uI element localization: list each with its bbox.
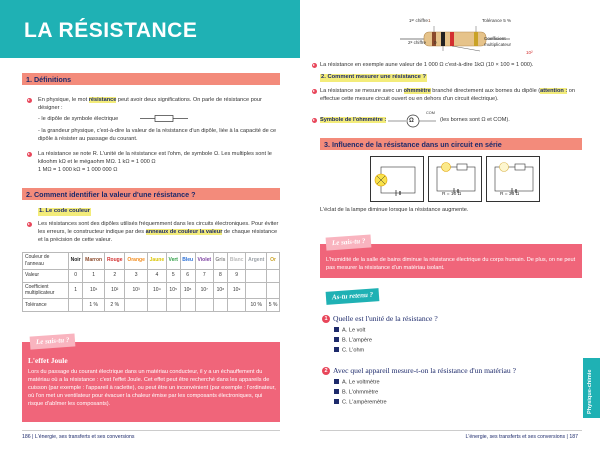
footer-divider — [22, 430, 280, 431]
color-code-paragraph: Les résistances sont des dipôles utilisés fréquemment dans les circuits électroniques. Pour éviter les erreurs, le constructeur indique par des anneaux de couleur la valeur de chaque résistance et la précision de cette valeur. — [38, 221, 279, 244]
table-row — [23, 282, 280, 299]
bullet-icon — [312, 89, 317, 94]
table-cell — [166, 299, 180, 312]
color-name-cell: Bleu — [180, 253, 195, 270]
table-cell — [180, 299, 195, 312]
did-you-know-heading: L'effet Joule — [28, 356, 68, 365]
question-1-text: Quelle est l'unité de la résistance ? — [333, 314, 438, 323]
did-you-know-tag: Le sais-tu ? — [30, 333, 76, 350]
circuit-caption: L'éclat de la lampe diminue lorsque la résistance augmente. — [320, 207, 469, 213]
unit-paragraph: La résistance se note R. L'unité de la résistance est l'ohm, de symbole Ω. Les multiples sont le kiloohm kΩ et le mégaohm MΩ. 1 kΩ = 1 000 Ω 1 MΩ = 1 000 kΩ = 1 000 000 Ω — [38, 151, 272, 174]
bullet-icon — [27, 152, 32, 157]
table-cell: 5 — [166, 269, 180, 282]
right-page — [300, 0, 600, 450]
definition-paragraph: En physique, le mot résistance peut avoir deux significations. On parle de résistance pour désigner : — [38, 97, 262, 112]
resistor-label-first: 1ᵉʳ chiffre — [408, 18, 428, 23]
table-cell: 10³ — [125, 282, 147, 299]
definition-item-quantity: - la grandeur physique, c'est-à-dire la valeur de la résistance d'un dipôle, liée à la capacité de ce dipôle à résister au passage du courant. — [38, 128, 277, 143]
table-cell: 0 — [69, 269, 83, 282]
did-you-know-tag: Le sais-tu ? — [326, 234, 372, 251]
quiz-tag: As-tu retenu ? — [326, 288, 380, 305]
table-cell — [246, 282, 267, 299]
table-cell: 1 % — [83, 299, 105, 312]
did-you-know-text: Lors du passage du courant électrique dans un matériau conducteur, il y a un échauffement du matériau où a la résistance : c'est l'effet Joule. Cet effet peut être recherché dans les appareils de cuisson (par exemple : l'appareil à raclette), ou peut être un inconvénient (par exemple : l'ordinateur, où l'on met un ventilateur pour évacuer la chaleur émise par les composants électroniques, qui risque d'abîmer les composants). — [28, 369, 276, 408]
table-cell: 9 — [228, 269, 246, 282]
table-cell — [228, 299, 246, 312]
question-2-choice-c[interactable]: C. L'ampèremètre — [334, 399, 387, 407]
ohmmeter-symbol-label: Symbole de l'ohmmètre : — [320, 117, 387, 123]
title-band — [0, 0, 300, 58]
measure-paragraph: La résistance se mesure avec un ohmmètre branché directement aux bornes du dipôle (attention : on effectue cette mesure circuit ouvert ou en dehors d'un circuit électrique). — [320, 88, 575, 103]
table-cell — [213, 299, 227, 312]
question-1-choice-b[interactable]: B. L'ampère — [334, 337, 372, 345]
color-name-cell: Noir — [69, 253, 83, 270]
table-row — [23, 299, 280, 312]
resistor-label-second: 2ᵉ chiffre — [408, 40, 426, 45]
table-row-header: Valeur — [23, 269, 69, 282]
table-cell: 3 — [125, 269, 147, 282]
table-cell: 2 % — [105, 299, 125, 312]
color-name-cell: Blanc — [228, 253, 246, 270]
table-cell: 10⁹ — [228, 282, 246, 299]
table-cell — [147, 299, 166, 312]
footer-left: 186 | L'énergie, ses transferts et ses conversions — [22, 434, 135, 440]
question-1-choice-c[interactable]: C. L'ohm — [334, 347, 364, 355]
color-name-cell: Marron — [83, 253, 105, 270]
table-cell: 10⁴ — [147, 282, 166, 299]
example-paragraph: La résistance en exemple aune valeur de 1 000 Ω c'est-à-dire 1kΩ (10 × 100 = 1 000). — [320, 62, 534, 68]
side-tab-subject: Physique-chimie — [583, 358, 600, 418]
section-heading-series: 3. Influence de la résistance dans un circuit en série — [320, 138, 582, 150]
resistor-label-second-value: 0 — [434, 40, 437, 45]
bullet-icon — [312, 63, 317, 68]
circuit-diagram-no-resistor — [370, 156, 424, 202]
page-title: LA RÉSISTANCE — [24, 19, 198, 42]
resistor-symbol-icon — [140, 114, 190, 123]
question-1-number: 1 — [322, 315, 330, 323]
question-1-choice-a[interactable]: A. Le volt — [334, 327, 365, 335]
color-name-cell: Jaune — [147, 253, 166, 270]
table-row-header: Coefficient multiplicateur — [23, 282, 69, 299]
ohmmeter-com-label: COM — [426, 111, 435, 115]
color-name-cell: Rouge — [105, 253, 125, 270]
table-cell: 1 — [83, 269, 105, 282]
color-name-cell: Violet — [195, 253, 213, 270]
ohmmeter-symbol-desc: (les bornes sont Ω et COM). — [440, 117, 510, 123]
table-row — [23, 269, 280, 282]
table-cell — [195, 299, 213, 312]
table-row-header: Couleur de l'anneau — [23, 253, 69, 270]
table-row — [23, 253, 280, 270]
table-cell: 10⁸ — [213, 282, 227, 299]
table-cell: 5 % — [267, 299, 280, 312]
table-row-header: Tolérance — [23, 299, 69, 312]
table-cell: 6 — [180, 269, 195, 282]
bullet-icon — [27, 98, 32, 103]
table-cell: 10¹ — [83, 282, 105, 299]
table-cell — [267, 282, 280, 299]
question-2-text: Avec quel appareil mesure-t-on la résistance d'un matériau ? — [333, 366, 516, 375]
resistor-label-first-value: 1 — [428, 18, 431, 23]
circuit-label-10: R = 10 Ω — [442, 192, 462, 197]
table-cell — [69, 299, 83, 312]
bullet-icon — [312, 118, 317, 123]
subheading-measure: 2. Comment mesurer une résistance ? — [321, 74, 427, 80]
table-cell — [246, 269, 267, 282]
resistor-label-tolerance: Tolérance 5 % — [482, 18, 512, 23]
color-code-table — [22, 252, 280, 312]
table-cell: 8 — [213, 269, 227, 282]
table-cell: 1 — [69, 282, 83, 299]
table-cell: 10² — [105, 282, 125, 299]
table-cell: 10⁵ — [166, 282, 180, 299]
bullet-icon — [27, 222, 32, 227]
section-heading-definitions: 1. Définitions — [22, 73, 280, 85]
table-cell: 4 — [147, 269, 166, 282]
definition-item-symbol: - le dipôle de symbole électrique — [38, 116, 119, 122]
color-name-cell: Orange — [125, 253, 147, 270]
table-cell — [125, 299, 147, 312]
color-name-cell: Vert — [166, 253, 180, 270]
table-cell: 2 — [105, 269, 125, 282]
color-name-cell: Argent — [246, 253, 267, 270]
table-cell: 10 % — [246, 299, 267, 312]
footer-divider — [320, 430, 582, 431]
question-2-number: 2 — [322, 367, 330, 375]
table-cell: 10⁶ — [180, 282, 195, 299]
section-heading-identify: 2. Comment identifier la valeur d'une résistance ? — [22, 188, 280, 200]
circuit-label-33: R = 33 Ω — [500, 192, 520, 197]
did-you-know-text: L'humidité de la salle de bains diminue la résistance électrique du corps humain. De plus, on ne peut pas mesurer la résistance d'un matériau isolant. — [326, 257, 576, 272]
ohmmeter-symbol-glyph: Ω — [409, 118, 414, 124]
color-name-cell: Or — [267, 253, 280, 270]
color-name-cell: Gris — [213, 253, 227, 270]
footer-right: L'énergie, ses transferts et ses conversions | 187 — [465, 434, 578, 440]
resistor-label-coef-value: 10² — [526, 50, 533, 55]
subheading-color-code: 1. Le code couleur — [39, 208, 90, 214]
table-cell: 7 — [195, 269, 213, 282]
resistor-label-coef: Coefficient multiplicateur — [484, 36, 512, 47]
table-cell: 10⁷ — [195, 282, 213, 299]
question-2-choice-a[interactable]: A. Le voltmètre — [334, 379, 380, 387]
table-cell — [267, 269, 280, 282]
question-2-choice-b[interactable]: B. L'ohmmètre — [334, 389, 378, 397]
